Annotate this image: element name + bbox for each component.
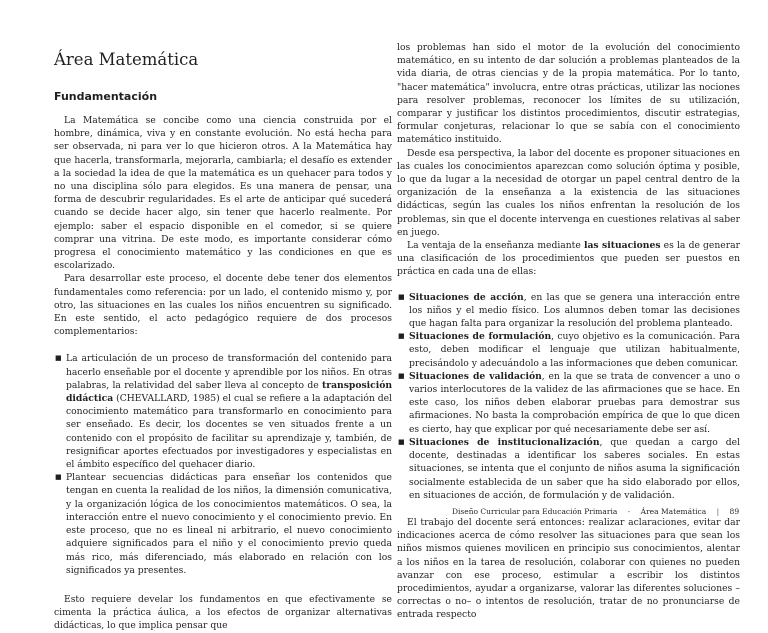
- bullet-icon: ■: [398, 332, 405, 341]
- bullet-icon: ■: [55, 473, 62, 482]
- bold-term: transposición didáctica: [66, 379, 392, 405]
- footer-divider: |: [716, 507, 720, 516]
- list-item: ■ Situaciones de institucionalización, que quedan a cargo del docente, destinadas a identificar los saberes sociales. En estas situaciones, se intenta que el conjunto de niños asuma la significación socialmente establecida de un saber que ha sido elaborado por ellos, en situaciones de acción, de formulación y de validación.: [398, 436, 740, 501]
- list-item: ■ Situaciones de formulación, cuyo objetivo es la comunicación. Para esto, deben modificar el lenguaje que utilizan habitualmente, precisándolo y adecuándolo a las informaciones que deben comunicar.: [398, 331, 740, 369]
- paragraph: El trabajo del docente será entonces: realizar aclaraciones, evitar dar indicaciones acerca de cómo resolver las situaciones para que sean los niños mismos quienes movilicen en principio sus conocimientos, alentar a los niños en la tarea de resolución, colaborar con quienes no pueden avanzar con ese proceso, estimular a escribir los distintos procedimientos, ayudar a organizarse, valorar las diferentes soluciones –correctas o no– o intentos de resolución, tratar de no pronunciarse de entrada respecto: [397, 516, 740, 621]
- bold-term: Situaciones de validación: [409, 370, 542, 382]
- paragraph: La Matemática se concibe como una ciencia construida por el hombre, dinámica, viva y en constante evolución. No está hecha para ser observada, ni para ver lo que hicieron otros. A la Matemática hay que hacerla, transformarla, mejorarla, cambiarla; el desafío es extender a la sociedad la idea de que la matemática es un quehacer para todos y no una disciplina sólo para elegidos. Es una manera de pensar, una forma de descubrir regularidades. Es el arte de anticipar qué sucederá cuando se decide hacer algo, sin tener que hacerlo realmente. Por ejemplo: saber el espacio disponible en el comedor, si se quiere comprar una vitrina. De este modo, es importante considerar cómo progresa el conocimiento matemático y las condiciones en que es escolarizado.: [54, 115, 392, 272]
- paragraph: los problemas han sido el motor de la evolución del conocimiento matemático, en su intento de dar solución a problemas planteados de la vida diaria, de otras ciencias y de la propia matemática. Por lo tanto, "hacer matemática" involucra, entre otras prácticas, utilizar las nociones para resolver problemas, reconocer los límites de su utilización, comparar y justificar los distintos procedimientos, discutir estrategias, formular conjeturas, relacionar lo que se sabía con el conocimiento matemático instituido.: [397, 42, 740, 146]
- paragraph: Para desarrollar este proceso, el docente debe tener dos elementos fundamentales como referencia: por un lado, el contenido mismo y, por otro, las situaciones en las cuales los niños encuentren su significado. En este sentido, el acto pedagógico requiere de dos procesos complementarios:: [54, 273, 392, 338]
- bold-term: Situaciones de acción: [409, 291, 524, 303]
- paragraph: La ventaja de la enseñanza mediante las situaciones es la de generar una clasificación de los procedimientos que pueden ser puestos en práctica en cada una de ellas:: [397, 240, 740, 278]
- bullet-icon: ■: [55, 354, 62, 363]
- section-heading: Fundamentación: [54, 90, 158, 103]
- bold-term: las situaciones: [583, 240, 661, 252]
- list-item: ■ Plantear secuencias didácticas para enseñar los contenidos que tengan en cuenta la realidad de los niños, la dimensión comunicativa, y la organización lógica de los conocimientos matemáticos. O sea, la interacción entre el nuevo conocimiento y el conocimiento previo. En este proceso, que no es lineal ni arbitrario, el nuevo conocimiento adquiere significados para el niño y el conocimiento previo queda más rico, más diferenciado, más elaborado en relación con los significados ya presentes.: [55, 472, 392, 576]
- bullet-icon: ■: [398, 292, 405, 301]
- left-column: [54, 114, 392, 633]
- footer-area: Área Matemática: [640, 507, 707, 516]
- page-title: Área Matemática: [54, 50, 199, 69]
- list-item: ■ La articulación de un proceso de transformación del contenido para hacerlo enseñable por el docente y aprendible por los niños. En otras palabras, la relatividad del saber lleva al concepto de transposición didáctica (CHEVALLARD, 1985) el cual se refiere a la adaptación del conocimiento matemático para transformarlo en conocimiento para ser enseñado. Es decir, los docentes se ven situados frente a un contenido con el propósito de facilitar su aprendizaje y, también, de resignificar aportes efectuados por investigadores y especialistas en el ámbito específico del quehacer diario.: [55, 353, 392, 471]
- list-item: ■ Situaciones de validación, en la que se trata de convencer a uno o varios interlocutores de la validez de las afirmaciones que se hace. En este caso, los niños deben elaborar pruebas para demostrar sus afirmaciones. No basta la comprobación empírica de que lo que dicen es cierto, hay que explicar por qué necesariamente debe ser así.: [398, 370, 740, 435]
- paragraph: Desde esa perspectiva, la labor del docente es proponer situaciones en las cuales los conocimientos aparezcan como solución óptima y posible, lo que da lugar a la necesidad de otorgar un papel central dentro de la organización de la enseñanza a la existencia de las situaciones didácticas, según las cuales los niños enfrentan la resolución de los problemas, sin que el docente intervenga en cuestiones relativas al saber en juego.: [397, 147, 740, 238]
- situations-list: [397, 291, 740, 502]
- right-column: [397, 41, 740, 622]
- bold-term: Situaciones de formulación: [409, 331, 552, 343]
- footer-separator: -: [627, 507, 631, 516]
- bullet-icon: ■: [398, 371, 405, 380]
- bullet-list: [54, 352, 392, 576]
- page-number: 89: [729, 507, 740, 516]
- page-footer: [452, 507, 742, 516]
- paragraph: Esto requiere develar los fundamentos en que efectivamente se cimenta la práctica áulica, a los efectos de organizar alternativas didácticas, lo que implica pensar que: [54, 593, 392, 632]
- bullet-icon: ■: [398, 437, 405, 446]
- footer-book-title: Diseño Curricular para Educación Primaria: [452, 507, 618, 516]
- bold-term: Situaciones de institucionalización: [409, 436, 600, 448]
- list-item: ■ Situaciones de acción, en las que se genera una interacción entre los niños y el medio físico. Los alumnos deben tomar las decisiones que hagan falta para organizar la resolución del problema planteado.: [398, 291, 740, 330]
